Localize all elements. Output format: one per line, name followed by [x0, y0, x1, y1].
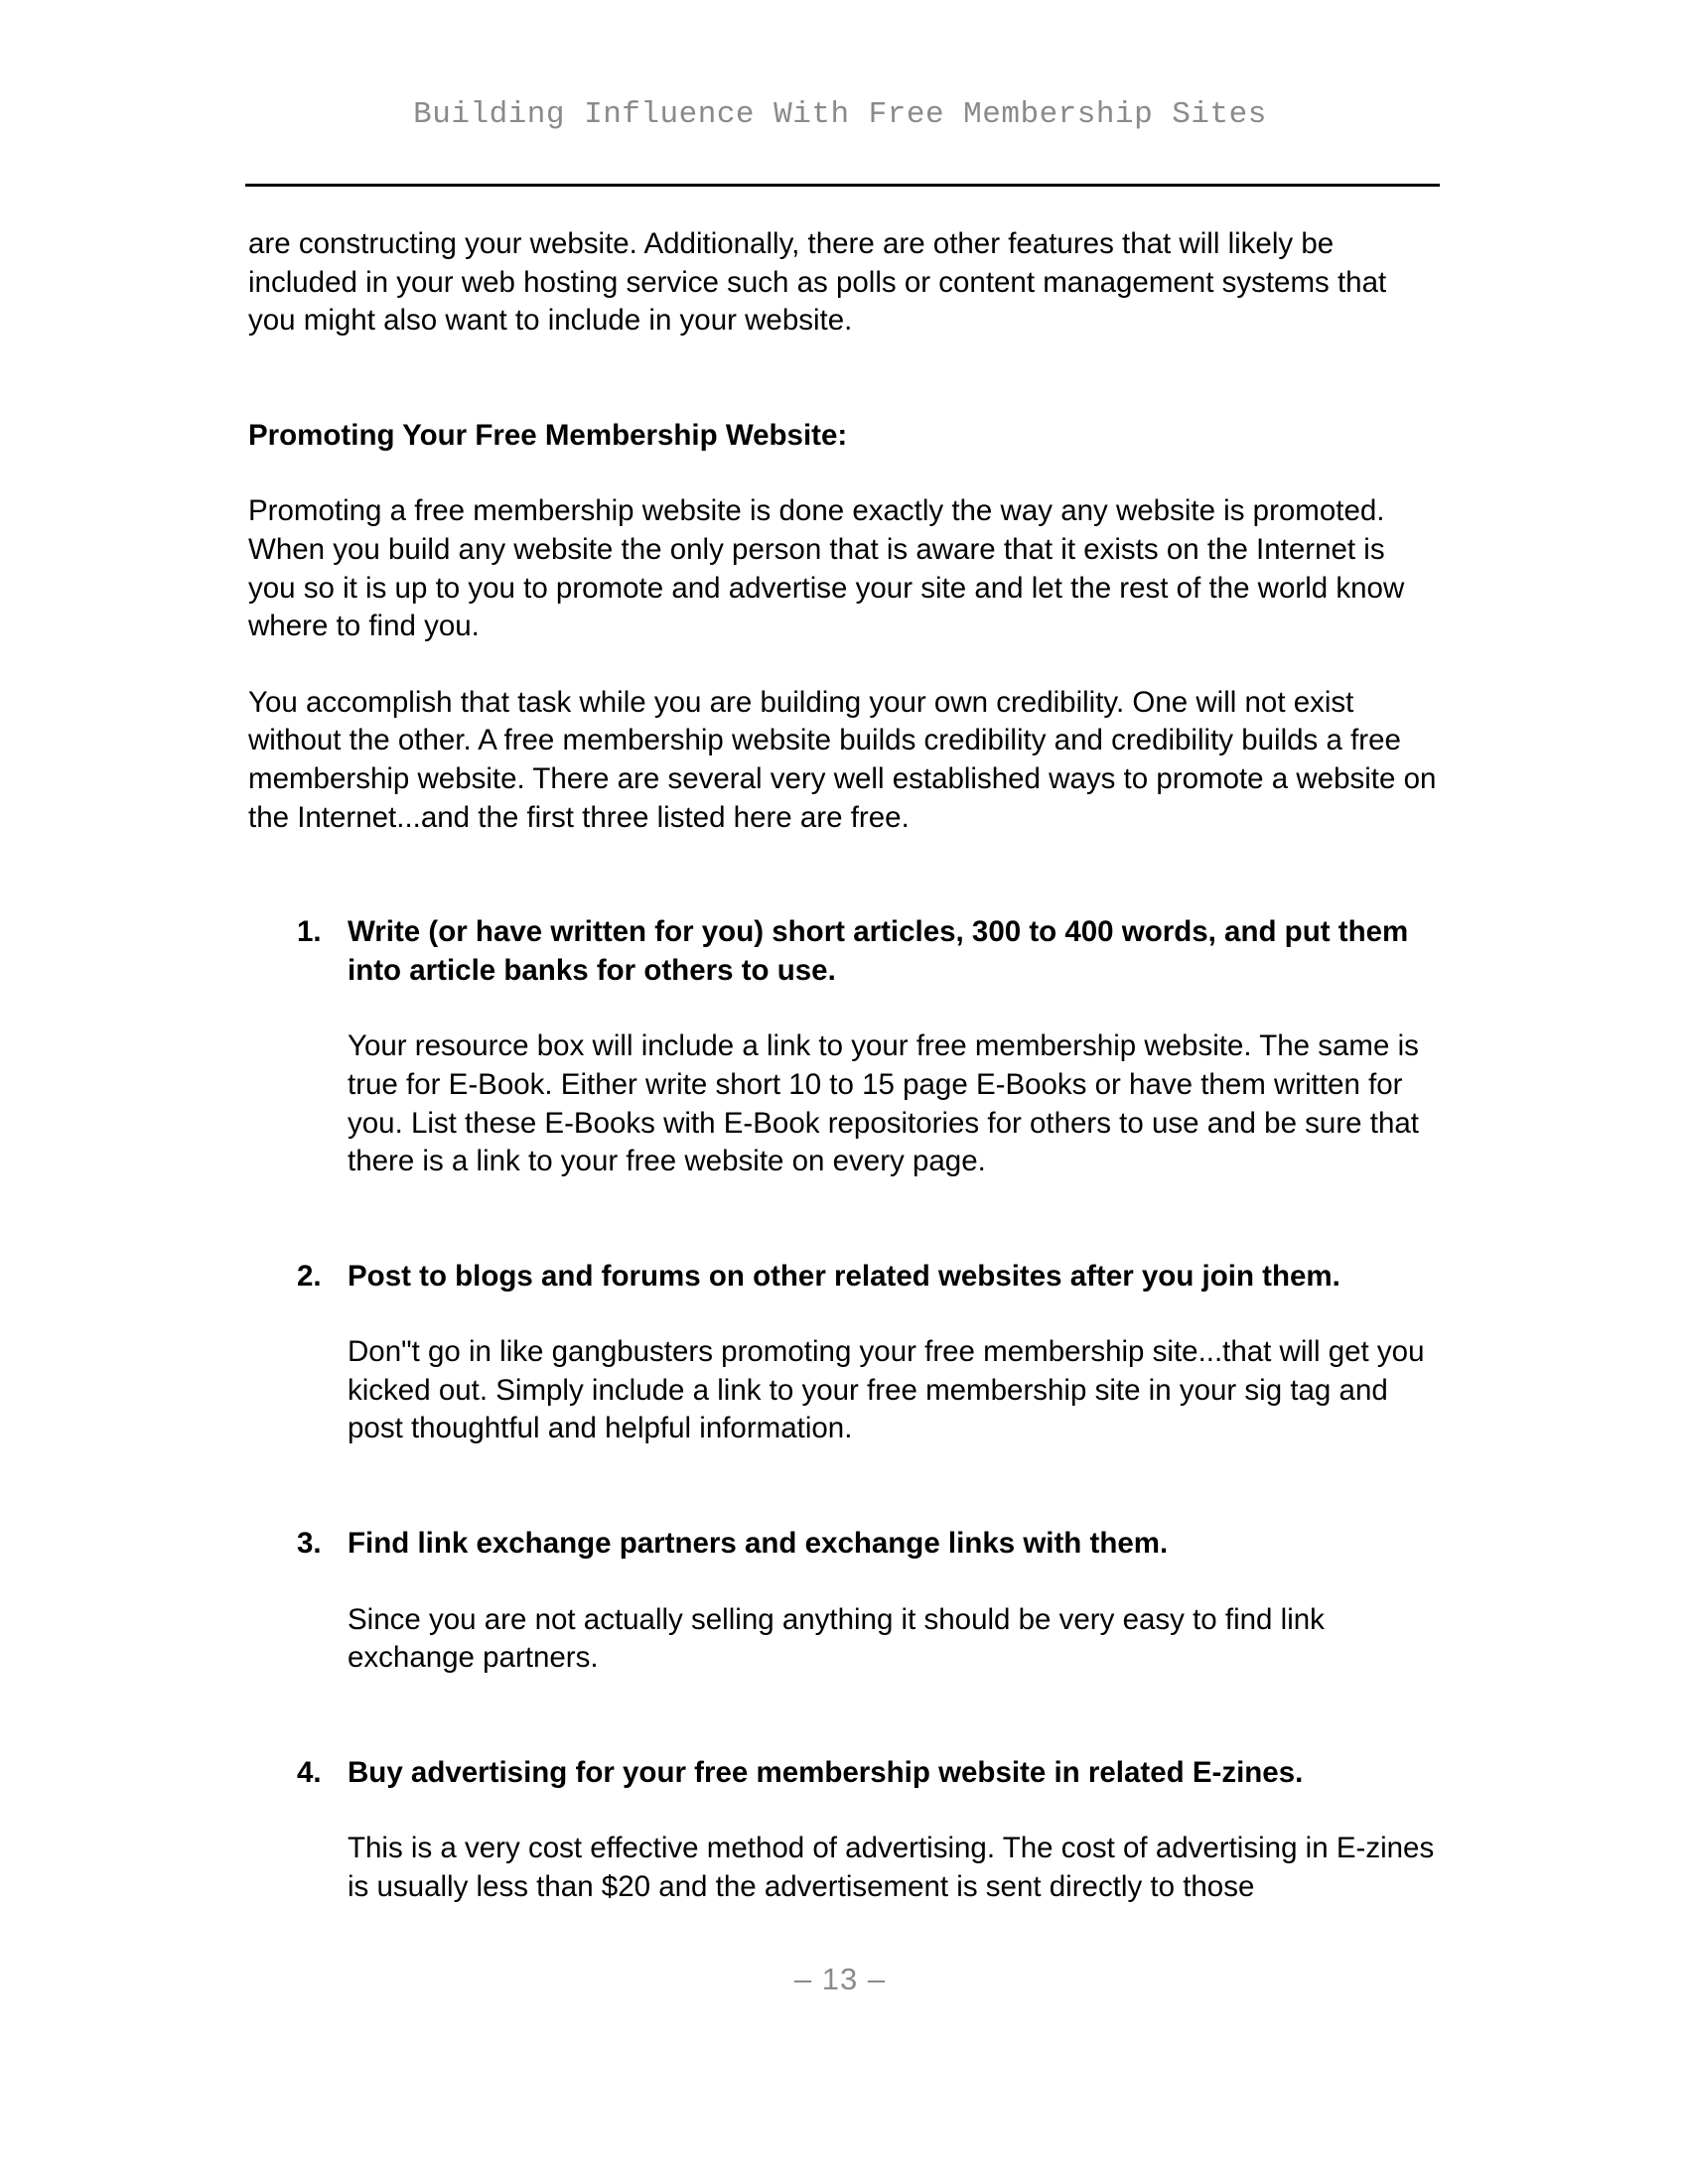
list-item [248, 913, 1440, 1181]
promotion-methods-list [248, 913, 1440, 1907]
list-item-body: This is a very cost effective method of advertising. The cost of advertising in E-zines is usually less than $20 and the advertisement is sent directly to those [348, 1832, 1435, 1904]
page-content [248, 225, 1440, 1907]
list-item-heading: Write (or have written for you) short articles, 300 to 400 words, and put them into article banks for others to use. [348, 915, 1409, 987]
list-item-body: Your resource box will include a link to your free membership website. The same is true for E-Book. Either write short 10 to 15 page E-Books or have them written for you. List these E-Books with E-Book repositories for others to use and be sure that there is a link to your free website on every page. [348, 1029, 1419, 1178]
list-item-heading: Post to blogs and forums on other related websites after you join them. [348, 1259, 1340, 1293]
list-item-number: 1. [297, 915, 322, 949]
list-item-number: 2. [297, 1259, 322, 1293]
list-item [248, 1525, 1440, 1678]
list-item-number: 4. [297, 1755, 322, 1789]
list-item-number: 3. [297, 1527, 322, 1561]
list-item-heading: Find link exchange partners and exchange links with them. [348, 1527, 1169, 1561]
section-heading: Promoting Your Free Membership Website: [248, 418, 848, 452]
page-number: – 13 – [793, 1962, 887, 1996]
intro-paragraph: are constructing your website. Additionally, there are other features that will likely be included in your web hosting service such as polls or content management systems that you might also want to include in your website. [248, 227, 1387, 338]
body-paragraph-1: Promoting a free membership website is done exactly the way any website is promoted. When you build any website the only person that is aware that it exists on the Internet is you so it is up to you to promote and advertise your site and let the rest of the world know where to find you. [248, 494, 1405, 643]
list-item-body: Don"t go in like gangbusters promoting your free membership site...that will get you kicked out. Simply include a link to your free membership site in your sig tag and post thoughtful and helpful information. [348, 1335, 1425, 1445]
list-item-heading: Buy advertising for your free membership website in related E-zines. [348, 1755, 1304, 1789]
page-header: Building Influence With Free Membership Sites [413, 97, 1267, 132]
list-item [248, 1754, 1440, 1907]
list-item-body: Since you are not actually selling anything it should be very easy to find link exchange partners. [348, 1602, 1325, 1675]
list-item [248, 1258, 1440, 1448]
header-divider [245, 184, 1440, 187]
body-paragraph-2: You accomplish that task while you are building your own credibility. One will not exist without the other. A free membership website builds credibility and credibility builds a free membership website. There are several very well established ways to promote a website on the Internet...and the first three listed here are free. [248, 685, 1437, 834]
